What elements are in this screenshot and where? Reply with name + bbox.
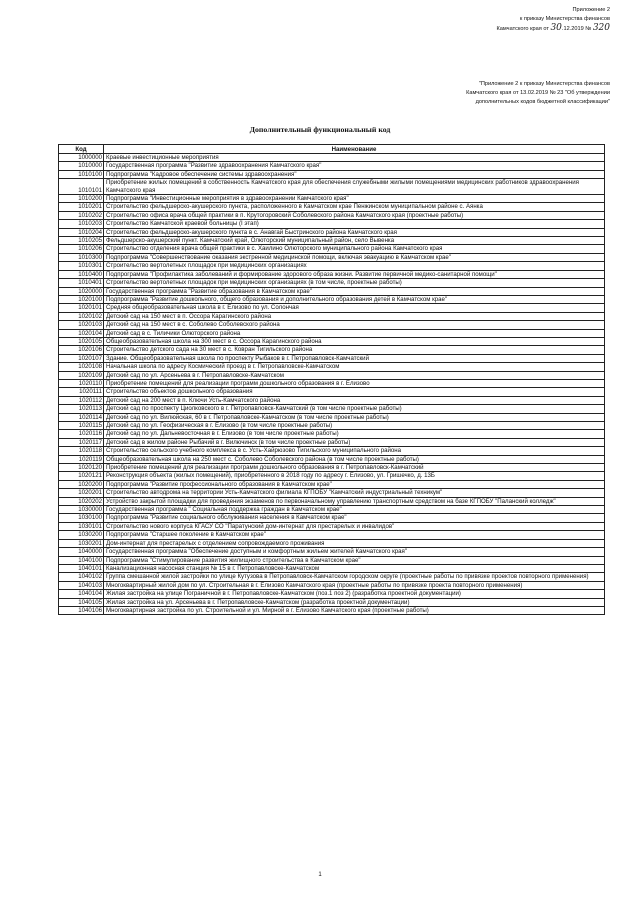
code-cell: 1020109 <box>59 371 104 379</box>
table-row <box>59 581 605 589</box>
table-row <box>59 548 605 556</box>
name-cell: Подпрограмма "Развитие профессионального образования в Камчатском крае" <box>104 480 605 488</box>
code-cell: 1040000 <box>59 548 104 556</box>
code-cell: 1020101 <box>59 304 104 312</box>
table-row <box>59 396 605 404</box>
table-row <box>59 312 605 320</box>
name-cell: Строительство офиса врача общей практики в п. Крутогоровский Соболевского района Камчатского края (проектные работы) <box>104 211 605 219</box>
header-line-2: к приказу Министерства финансов <box>519 16 610 22</box>
name-cell: Строительство Камчатской краевой больницы (I этап) <box>104 220 605 228</box>
table-row <box>59 447 605 455</box>
table-row <box>59 363 605 371</box>
name-cell: Государственная программа " Социальная поддержка граждан в Камчатском крае" <box>104 506 605 514</box>
code-cell: 1020106 <box>59 346 104 354</box>
table-row <box>59 253 605 261</box>
table-row <box>59 279 605 287</box>
code-cell: 1020115 <box>59 422 104 430</box>
table-row <box>59 514 605 522</box>
table-row <box>59 573 605 581</box>
table-row <box>59 388 605 396</box>
table-row <box>59 228 605 236</box>
table-row <box>59 179 605 195</box>
name-cell: Строительство отделения врача общей практики в с. Хаилино Олюторского муниципального района Камчатского края <box>104 245 605 253</box>
table-row <box>59 154 605 162</box>
table-row <box>59 354 605 362</box>
name-cell: Начальная школа по адресу Космический проезд в г. Петропавловске-Камчатском <box>104 363 605 371</box>
table-row <box>59 556 605 564</box>
code-cell: 1030100 <box>59 514 104 522</box>
name-cell: Строительство автодрома на территории Усть-Камчатского филиала КГПОБУ "Камчатский индустриальный техникум" <box>104 489 605 497</box>
name-cell: Здание. Общеобразовательная школа по проспекту Рыбаков в г. Петропавловск-Камчатский <box>104 354 605 362</box>
code-cell: 1020117 <box>59 438 104 446</box>
code-cell: 1020102 <box>59 312 104 320</box>
name-cell: Строительство вертолетных площадок при медицинских организациях <box>104 262 605 270</box>
code-cell: 1020100 <box>59 295 104 303</box>
code-cell: 1030201 <box>59 539 104 547</box>
code-cell: 1020112 <box>59 396 104 404</box>
code-cell: 1020000 <box>59 287 104 295</box>
code-cell: 1010401 <box>59 279 104 287</box>
table-row <box>59 590 605 598</box>
code-cell: 1040101 <box>59 564 104 572</box>
code-cell: 1020113 <box>59 405 104 413</box>
header-date-suffix: .12.2019 № <box>561 26 592 32</box>
code-cell: 1040103 <box>59 581 104 589</box>
table-row <box>59 262 605 270</box>
table-row <box>59 438 605 446</box>
document-subheader <box>466 80 610 107</box>
name-cell: Строительство сельского учебного комплекса в с. Усть-Хайрюзово Тигильского муниципального района <box>104 447 605 455</box>
table-row <box>59 220 605 228</box>
table-row <box>59 162 605 170</box>
name-cell: Детский сад на 150 мест в п. Оссора Карагинского района <box>104 312 605 320</box>
header-line-1: Приложение 2 <box>572 7 610 13</box>
name-cell: Детский сад по ул. Геофизическая в г. Елизово (в том числе проектные работы) <box>104 422 605 430</box>
table-row <box>59 304 605 312</box>
name-cell: Канализационная насосная станция № 15 в г. Петропавловске-Камчатском <box>104 564 605 572</box>
table-row <box>59 506 605 514</box>
name-cell: Детский сад по ул. Арсеньева в г. Петропавловске-Камчатском <box>104 371 605 379</box>
table-row <box>59 237 605 245</box>
code-cell: 1040106 <box>59 606 104 614</box>
name-cell: Детский сад в жилом районе Рыбачий в г. Вилючинск (в том числе проектные работы) <box>104 438 605 446</box>
handwritten-day: 30 <box>550 23 562 33</box>
code-cell: 1040100 <box>59 556 104 564</box>
name-cell: Жилая застройка на ул. Арсеньева в г. Петропавловске-Камчатском (разработка проектной документации) <box>104 598 605 606</box>
name-cell: Приобретение жилых помещений в собственность Камчатского края для обеспечения служебными жилыми помещениями медицинских работников здравоохранения Камчатского края <box>104 179 605 195</box>
table-row <box>59 170 605 178</box>
name-cell: Приобретение помещений для реализации программ дошкольного образования в г. Елизово <box>104 379 605 387</box>
code-cell: 1010206 <box>59 245 104 253</box>
header-line-3 <box>496 24 610 34</box>
name-cell: Строительство вертолетных площадок при медицинских организациях (в том числе, проектные работы) <box>104 279 605 287</box>
name-cell: Государственная программа "Развитие здравоохранения Камчатского края" <box>104 162 605 170</box>
table-row <box>59 430 605 438</box>
code-cell: 1020114 <box>59 413 104 421</box>
table-row <box>59 245 605 253</box>
table-row <box>59 531 605 539</box>
name-cell: Подпрограмма "Кадровое обеспечение системы здравоохранения" <box>104 170 605 178</box>
code-cell: 1010400 <box>59 270 104 278</box>
code-cell: 1030200 <box>59 531 104 539</box>
name-cell: Средняя общеобразовательная школа в г. Елизово по ул. Солончая <box>104 304 605 312</box>
code-cell: 1010201 <box>59 203 104 211</box>
code-cell: 1040104 <box>59 590 104 598</box>
table-row <box>59 287 605 295</box>
code-cell: 1010100 <box>59 170 104 178</box>
table-header-row <box>59 145 605 154</box>
table-row <box>59 329 605 337</box>
name-cell: Краевые инвестиционные мероприятия <box>104 154 605 162</box>
code-cell: 1010101 <box>59 179 104 195</box>
table-row <box>59 405 605 413</box>
page-number: 1 <box>318 872 322 878</box>
code-cell: 1040102 <box>59 573 104 581</box>
name-cell: Детский сад на 200 мест в п. Ключи Усть-Камчатского района <box>104 396 605 404</box>
name-cell: Подпрограмма "Стимулирование развития жилищного строительства в Камчатском крае" <box>104 556 605 564</box>
name-cell: Детский сад в с. Тиличики Олюторского района <box>104 329 605 337</box>
code-cell: 1020107 <box>59 354 104 362</box>
code-cell: 1020105 <box>59 337 104 345</box>
subheader-line-1: "Приложение 2 к приказу Министерства финансов <box>478 81 610 87</box>
table-row <box>59 211 605 219</box>
code-cell: 1020119 <box>59 455 104 463</box>
table-row <box>59 480 605 488</box>
name-cell: Общеобразовательная школа на 250 мест с. Соболево Соболевского района (в том числе проектные работы) <box>104 455 605 463</box>
code-cell: 1030000 <box>59 506 104 514</box>
code-cell: 1020200 <box>59 480 104 488</box>
name-cell: Детский сад по ул. Вилюйская, 60 в г. Петропавловске-Камчатском (в том числе проектные работы) <box>104 413 605 421</box>
code-cell: 1040105 <box>59 598 104 606</box>
document-header <box>496 6 610 34</box>
column-header-code: Код <box>59 145 104 154</box>
table-row <box>59 413 605 421</box>
code-cell: 1010000 <box>59 162 104 170</box>
table-row <box>59 379 605 387</box>
name-cell: Подпрограмма "Совершенствование оказания экстренной медицинской помощи, включая эвакуацию в Камчатском крае" <box>104 253 605 261</box>
table-body <box>59 154 605 615</box>
code-cell: 1020111 <box>59 388 104 396</box>
name-cell: Строительство детского сада на 30 мест в с. Ковран Тигильского района <box>104 346 605 354</box>
name-cell: Подпрограмма "Развитие дошкольного, общего образования и дополнительного образования детей в Камчатском крае" <box>104 295 605 303</box>
table-row <box>59 346 605 354</box>
name-cell: Детский сад по ул. Дальневосточная в г. Елизово (в том числе проектные работы) <box>104 430 605 438</box>
handwritten-number: 320 <box>592 23 610 33</box>
name-cell: Строительство фельдшерско-акушерского пункта, расположенного в Камчатском крае Пенжинском муниципальном районе с. Аянка <box>104 203 605 211</box>
code-cell: 1010301 <box>59 262 104 270</box>
table-row <box>59 598 605 606</box>
subheader-line-2: Камчатского края от 13.02.2019 № 23 "Об утверждении <box>466 90 610 96</box>
table-row <box>59 295 605 303</box>
table-row <box>59 455 605 463</box>
code-cell: 1010204 <box>59 228 104 236</box>
table-row <box>59 464 605 472</box>
name-cell: Многоквартирная застройка по ул. Строительной и ул. Мирной в г. Елизово Камчатского края (проектные работы) <box>104 606 605 614</box>
name-cell: Реконструкция объекта (жилых помещений), приобретенного в 2018 году по адресу г. Елизово, ул. Гришечко, д. 13Б <box>104 472 605 480</box>
name-cell: Устройство закрытой площадки для проведения экзаменов по первоначальному управлению транспортным средством на базе КГПОБУ "Паланский колледж" <box>104 497 605 505</box>
table-row <box>59 321 605 329</box>
code-table <box>58 144 605 615</box>
name-cell: Подпрограмма "Старшее поколение в Камчатском крае" <box>104 531 605 539</box>
code-cell: 1020110 <box>59 379 104 387</box>
code-cell: 1000000 <box>59 154 104 162</box>
name-cell: Строительство объектов дошкольного образования <box>104 388 605 396</box>
code-cell: 1020108 <box>59 363 104 371</box>
name-cell: Строительство фельдшерско-акушерского пункта в с. Анавгай Быстринского района Камчатского края <box>104 228 605 236</box>
name-cell: Строительство нового корпуса КГАСУ СО "Паратунский дом-интернат для престарелых и инвалидов" <box>104 522 605 530</box>
code-cell: 1010202 <box>59 211 104 219</box>
table-row <box>59 270 605 278</box>
code-cell: 1020104 <box>59 329 104 337</box>
name-cell: Государственная программа "Развитие образования в Камчатском крае" <box>104 287 605 295</box>
code-cell: 1010203 <box>59 220 104 228</box>
code-cell: 1030101 <box>59 522 104 530</box>
name-cell: Общеобразовательная школа на 300 мест в с. Оссора Карагинского района <box>104 337 605 345</box>
table-row <box>59 422 605 430</box>
name-cell: Детский сад по проспекту Циолковского в г. Петропавловск-Камчатский (в том числе проектные работы) <box>104 405 605 413</box>
table-row <box>59 522 605 530</box>
table-row <box>59 564 605 572</box>
code-cell: 1020118 <box>59 447 104 455</box>
table-row <box>59 489 605 497</box>
table-row <box>59 195 605 203</box>
code-cell: 1020121 <box>59 472 104 480</box>
name-cell: Подпрограмма "Профилактика заболеваний и формирование здорового образа жизни. Развитие первичной медико-санитарной помощи" <box>104 270 605 278</box>
code-cell: 1010300 <box>59 253 104 261</box>
table-row <box>59 472 605 480</box>
subheader-line-3: дополнительных кодов бюджетной классификации" <box>475 99 610 105</box>
code-cell: 1010200 <box>59 195 104 203</box>
name-cell: Дом-интернат для престарелых с отделением сопровождаемого проживания <box>104 539 605 547</box>
column-header-name: Наименование <box>104 145 605 154</box>
name-cell: Группа смешанной жилой застройки по улице Кутузова в Петропавловск-Камчатском городском округе (проектные работы по привязке проектов повторного применения) <box>104 573 605 581</box>
table-row <box>59 497 605 505</box>
code-cell: 1010205 <box>59 237 104 245</box>
name-cell: Фельдшерско-акушерский пункт. Камчатский край, Олюторский муниципальный район, село Вывенка <box>104 237 605 245</box>
table-row <box>59 203 605 211</box>
table-row <box>59 371 605 379</box>
code-cell: 1020103 <box>59 321 104 329</box>
table-row <box>59 539 605 547</box>
name-cell: Подпрограмма "Инвестиционные мероприятия в здравоохранении Камчатского края" <box>104 195 605 203</box>
name-cell: Подпрограмма "Развитие социального обслуживания населения в Камчатском крае" <box>104 514 605 522</box>
table-row <box>59 337 605 345</box>
name-cell: Государственная программа "Обеспечение доступным и комфортным жильем жителей Камчатского края" <box>104 548 605 556</box>
table-row <box>59 606 605 614</box>
code-cell: 1020202 <box>59 497 104 505</box>
code-cell: 1020201 <box>59 489 104 497</box>
name-cell: Многоквартирный жилой дом по ул. Строительная в г. Елизово Камчатского края (проектные работы по привязке проекта повторного применения) <box>104 581 605 589</box>
name-cell: Детский сад на 150 мест в с. Соболево Соболевского района <box>104 321 605 329</box>
name-cell: Приобретение помещений для реализации программ дошкольного образования в г. Петропавловск-Камчатский <box>104 464 605 472</box>
document-title: Дополнительный функциональный код <box>249 125 391 134</box>
header-date-prefix: Камчатского края от <box>496 26 549 32</box>
name-cell: Жилая застройка на улице Пограничной в г. Петропавловске-Камчатском (поз.1 поз 2) (разработка проектной документации) <box>104 590 605 598</box>
code-cell: 1020116 <box>59 430 104 438</box>
code-cell: 1020120 <box>59 464 104 472</box>
